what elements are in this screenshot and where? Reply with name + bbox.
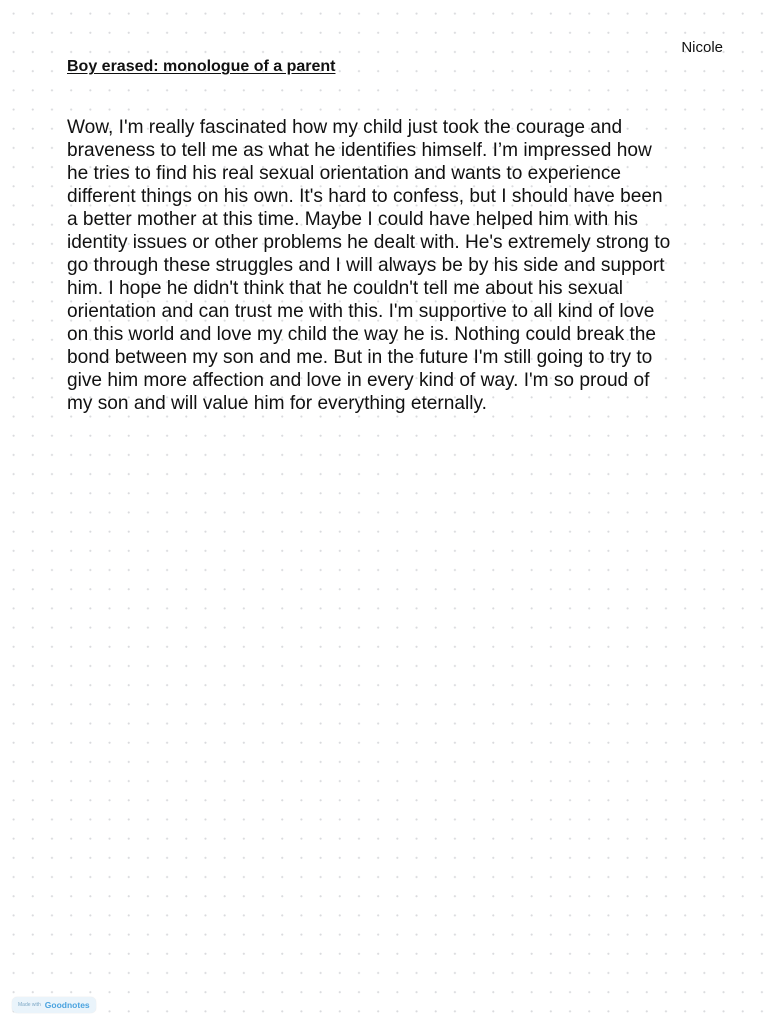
author-name: Nicole (681, 39, 723, 56)
badge-brand-logo: Goodnotes (44, 1000, 90, 1010)
document-title: Boy erased: monologue of a parent (67, 58, 336, 75)
monologue-paragraph: Wow, I'm really fascinated how my child just took the courage and braveness to tell me as what he identifies himself. I’m impressed how he tries to find his real sexual orientation and wants to experience different things on his own. It's hard to confess, but I should have been a better mother at this time. Maybe I could have helped him with his identity issues or other problems he dealt with. He's extremely strong to go through these struggles and I will always be by his side and support him. I hope he didn't think that he couldn't tell me about his sexual orientation and can trust me with this. I'm supportive to all kind of love on this world and love my child the way he is. Nothing could break the bond between my son and me. But in the future I'm still going to try to give him more affection and love in every kind of way. I'm so proud of my son and will value him for everything eternally. (67, 117, 671, 414)
goodnotes-badge (12, 997, 96, 1013)
badge-prefix: Made with (18, 1002, 41, 1008)
